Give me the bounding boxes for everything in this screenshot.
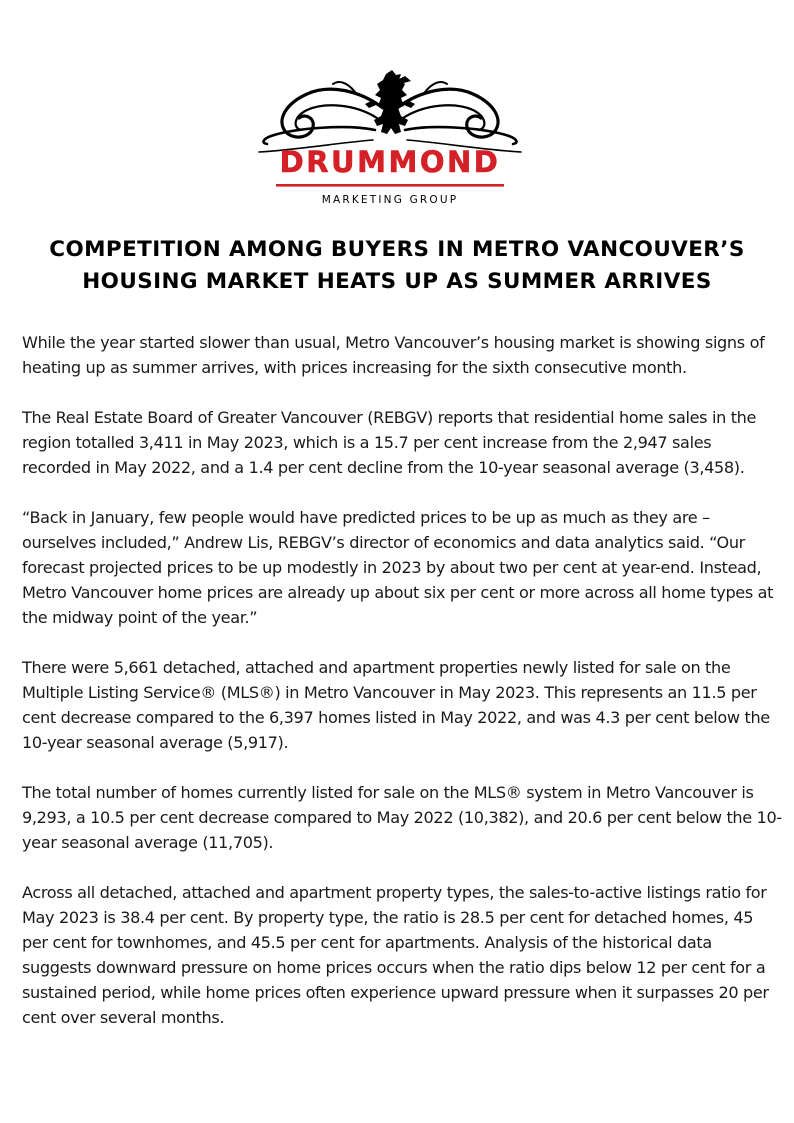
logo-graphic [255, 68, 525, 210]
drummond-logo [255, 68, 525, 210]
right-scroll-ornament [397, 82, 521, 152]
logo-brand-name: DRUMMOND [279, 145, 501, 179]
paragraph-intro: While the year started slower than usual, Metro Vancouver’s housing market is showing signs of heating up as summer arrives, with prices increasing for the sixth consecutive month. [22, 333, 765, 377]
headline-line-1: COMPETITION AMONG BUYERS IN METRO VANCOUVER’S [49, 237, 745, 262]
logo-red-rule [276, 184, 504, 187]
paragraph-quote: “Back in January, few people would have predicted prices to be up as much as they are – ourselves included,” Andrew Lis, REBGV’s director of economics and data analytics said. “Our forecast projected prices to be up modestly in 2023 by about two per cent at year-end. Instead, Metro Vancouver home prices are already up about six per cent or more across all home types at the midway point of the year.” [22, 508, 774, 627]
logo-tagline: MARKETING GROUP [321, 194, 459, 206]
left-scroll-ornament [259, 82, 383, 152]
page-headline [40, 234, 754, 298]
headline-line-2: HOUSING MARKET HEATS UP AS SUMMER ARRIVES [82, 269, 712, 294]
paragraph-sales: The Real Estate Board of Greater Vancouver (REBGV) reports that residential home sales in the region totalled 3,411 in May 2023, which is a 15.7 per cent increase from the 2,947 sales recorded in May 2022, and a 1.4 per cent decline from the 10-year seasonal average (3,458). [22, 408, 757, 477]
paragraph-sales-ratio: Across all detached, attached and apartment property types, the sales-to-active listings ratio for May 2023 is 38.4 per cent. By property type, the ratio is 28.5 per cent for detached homes, 45 per cent for townhomes, and 45.5 per cent for apartments. Analysis of the historical data suggests downward pressure on home prices occurs when the ratio dips below 12 per cent for a sustained period, while home prices often experience upward pressure when it surpasses 20 per cent over several months. [22, 883, 769, 1027]
paragraph-new-listings: There were 5,661 detached, attached and apartment properties newly listed for sale on the Multiple Listing Service® (MLS®) in Metro Vancouver in May 2023. This represents an 11.5 per cent decrease compared to the 6,397 homes listed in May 2022, and was 4.3 per cent below the 10-year seasonal average (5,917). [22, 658, 770, 752]
dragon-emblem-icon [365, 70, 415, 134]
paragraph-active-listings: The total number of homes currently listed for sale on the MLS® system in Metro Vancouver is 9,293, a 10.5 per cent decrease compared to May 2022 (10,382), and 20.6 per cent below the 10-year seasonal average (11,705). [22, 783, 782, 852]
article-body [22, 330, 782, 1055]
